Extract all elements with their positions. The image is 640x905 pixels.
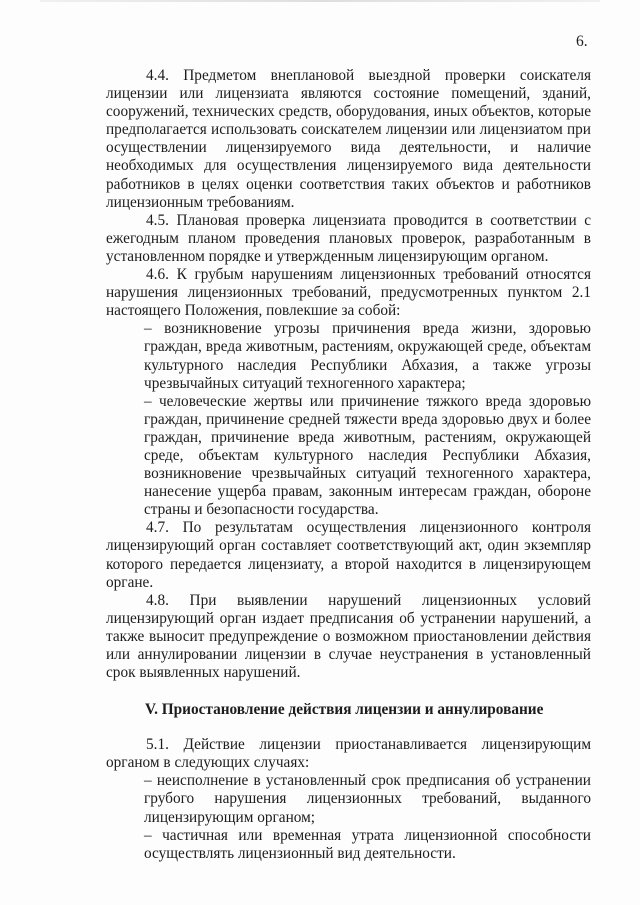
paragraph-4-6-item: – возникновение угрозы причинения вреда жизни, здоровью граждан, вреда животным, растениям, окружающей среде, объектам культурного наследия Республики Абхазия, а также угрозы чрезвычайных ситуаций техногенного характера; (144, 320, 591, 392)
paragraph-4-6-item: – человеческие жертвы или причинение тяжкого вреда здоровью граждан, причинение средней тяжести вреда здоровью двух и более граждан, причинение вреда животным, растениям, окружающей среде, объектам культурного наследия Республики Абхазия, возникновение чрезвычайных ситуаций техногенного характера, нанесение ущерба правам, законным интересам граждан, обороне страны и безопасности государства. (144, 392, 591, 519)
paragraph-4-8: 4.8. При выявлении нарушений лицензионных условий лицензирующий орган издает предписания об устранении нарушений, а также выносит предупреждение о возможном приостановлении действия или аннулировании лицензии в случае неустранения в установленный срок выявленных нарушений. (106, 591, 591, 682)
paragraph-4-6: 4.6. К грубым нарушениям лицензионных требований относятся нарушения лицензионных требований, предусмотренных пунктом 2.1 настоящего Положения, повлекшие за собой: (106, 266, 591, 320)
section-heading-v: V. Приостановление действия лицензии и аннулирование (145, 701, 544, 719)
paragraph-4-7: 4.7. По результатам осуществления лицензионного контроля лицензирующий орган составляет соответствующий акт, один экземпляр которого передается лицензиату, а второй находится в лицензирующем органе. (106, 519, 591, 591)
paragraph-5-1: 5.1. Действие лицензии приостанавливается лицензирующим органом в следующих случаях: (106, 736, 591, 772)
paragraph-5-1-item: – частичная или временная утрата лицензионной способности осуществлять лицензионный вид деятельности. (144, 826, 591, 862)
page-number: 6. (576, 33, 588, 50)
paragraph-4-5: 4.5. Плановая проверка лицензиата проводится в соответствии с ежегодным планом проведения плановых проверок, разработанным в установленном порядке и утвержденным лицензирующим органом. (106, 211, 591, 265)
scan-edge-shadow (40, 0, 600, 2)
paragraph-4-4: 4.4. Предметом внеплановой выездной проверки соискателя лицензии или лицензиата являются состояние помещений, зданий, сооружений, технических средств, оборудования, иных объектов, которые предполагается использовать соискателем лицензии или лицензиатом при осуществлении лицензируемого вида деятельности, и наличие необходимых для осуществления лицензируемого вида деятельности работников в целях оценки соответствия таких объектов и работников лицензионным требованиям. (106, 67, 591, 211)
paragraph-5-1-item: – неисполнение в установленный срок предписания об устранении грубого нарушения лицензионных требований, выданного лицензирующим органом; (144, 772, 591, 826)
document-body (106, 67, 591, 863)
